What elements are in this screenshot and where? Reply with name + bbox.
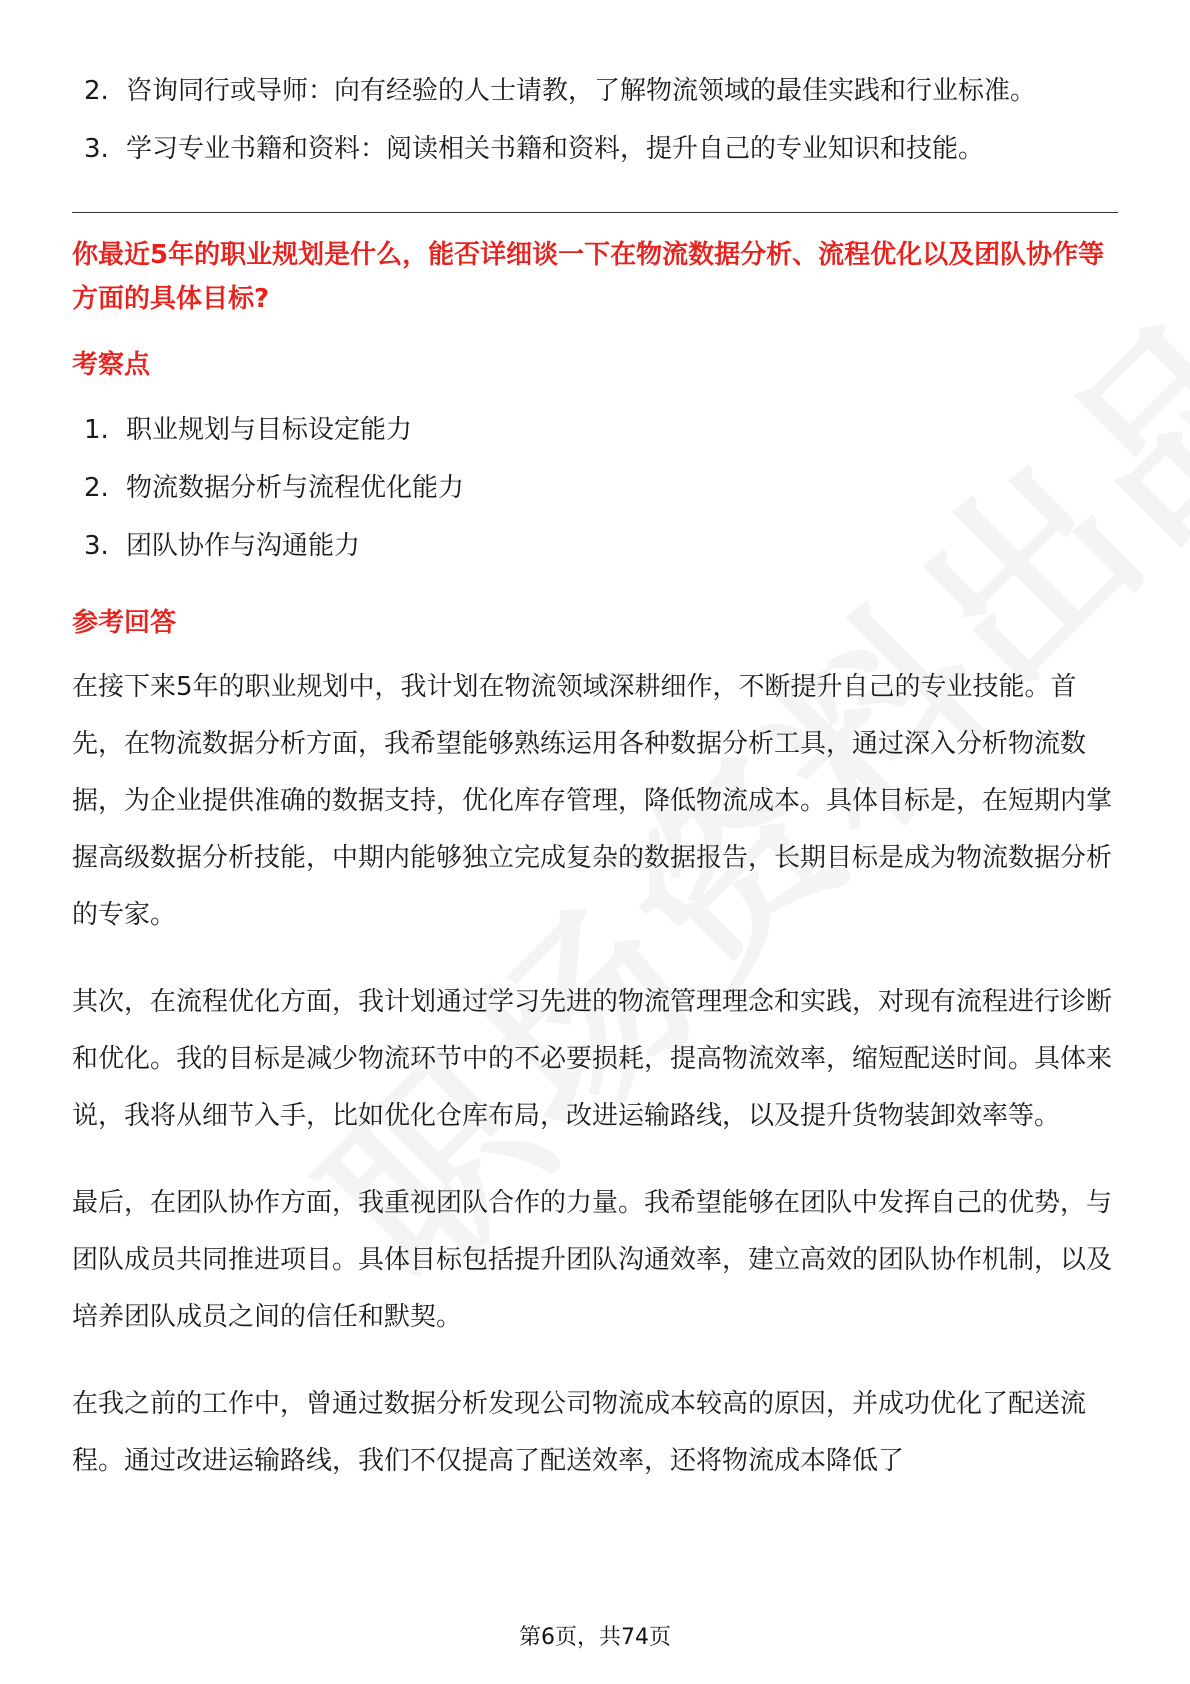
answer-heading: 参考回答 (72, 608, 177, 638)
answer-paragraph: 在我之前的工作中，曾通过数据分析发现公司物流成本较高的原因，并成功优化了配送流程。通过改进运输路线，我们不仅提高了配送效率，还将物流成本降低了 (72, 1389, 1087, 1476)
list-item (72, 62, 1118, 120)
list-item (72, 120, 1118, 178)
list-item (72, 517, 1118, 575)
answer-paragraph: 在接下来5年的职业规划中，我计划在物流领域深耕细作，不断提升自己的专业技能。首先，在物流数据分析方面，我希望能够熟练运用各种数据分析工具，通过深入分析物流数据，为企业提供准确的数据支持，优化库存管理，降低物流成本。具体目标是，在短期内掌握高级数据分析技能，中期内能够独立完成复杂的数据报告，长期目标是成为物流数据分析的专家。 (72, 672, 1113, 930)
page-footer: 第6页，共74页 (519, 1625, 671, 1650)
list-text: 物流数据分析与流程优化能力 (126, 473, 465, 503)
list-number: 2. (84, 76, 109, 106)
divider (72, 212, 1118, 213)
points-list (72, 401, 1118, 575)
top-list (72, 62, 1118, 178)
list-text: 学习专业书籍和资料：阅读相关书籍和资料，提升自己的专业知识和技能。 (126, 134, 985, 164)
answer-paragraph: 最后，在团队协作方面，我重视团队合作的力量。我希望能够在团队中发挥自己的优势，与团队成员共同推进项目。具体目标包括提升团队沟通效率，建立高效的团队协作机制，以及培养团队成员之间的信任和默契。 (72, 1188, 1113, 1332)
list-text: 职业规划与目标设定能力 (126, 415, 413, 445)
list-number: 2. (84, 473, 109, 503)
list-text: 团队协作与沟通能力 (126, 531, 361, 561)
points-heading: 考察点 (72, 350, 151, 380)
list-text: 咨询同行或导师：向有经验的人士请教，了解物流领域的最佳实践和行业标准。 (126, 76, 1037, 106)
answer-paragraph: 其次，在流程优化方面，我计划通过学习先进的物流管理理念和实践，对现有流程进行诊断和优化。我的目标是减少物流环节中的不必要损耗，提高物流效率，缩短配送时间。具体来说，我将从细节入手，比如优化仓库布局，改进运输路线，以及提升货物装卸效率等。 (72, 987, 1113, 1131)
document-page (72, 62, 1118, 1520)
list-item (72, 401, 1118, 459)
list-number: 3. (84, 531, 109, 561)
list-number: 3. (84, 134, 109, 164)
question-heading: 你最近5年的职业规划是什么，能否详细谈一下在物流数据分析、流程优化以及团队协作等方面的具体目标? (72, 240, 1105, 314)
list-item (72, 459, 1118, 517)
list-number: 1. (84, 415, 109, 445)
